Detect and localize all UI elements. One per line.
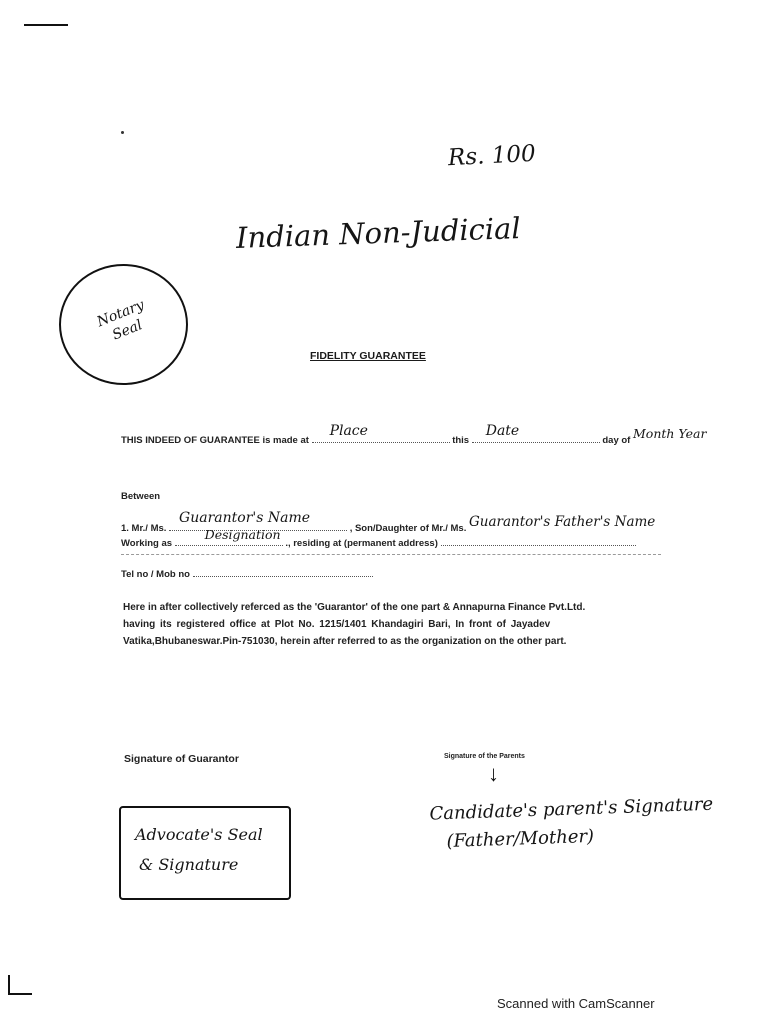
address-field bbox=[441, 535, 636, 546]
scan-edge-mark bbox=[24, 24, 68, 26]
deed-prefix: THIS INDEED OF GUARANTEE is made at bbox=[121, 435, 309, 446]
parents-signature-label: Signature of the Parents bbox=[444, 753, 525, 760]
scanner-watermark: Scanned with CamScanner bbox=[497, 996, 655, 1011]
advocate-seal-text bbox=[135, 820, 263, 880]
tel-field bbox=[193, 566, 373, 577]
father-name-value: Guarantor's Father's Name bbox=[468, 514, 656, 530]
deed-line bbox=[121, 423, 736, 446]
paragraph-line: Vatika,Bhubaneswar.Pin-751030, herein after referred to as the organization on the other part. bbox=[123, 636, 567, 647]
advocate-line: & Signature bbox=[139, 855, 239, 874]
party-prefix: 1. Mr./ Ms. bbox=[121, 523, 167, 534]
guarantor-signature-label: Signature of Guarantor bbox=[124, 753, 239, 765]
advocate-seal-box bbox=[119, 806, 291, 900]
deed-this-label: this bbox=[452, 435, 470, 446]
working-label: Working as bbox=[121, 538, 173, 549]
place-field bbox=[312, 423, 450, 443]
date-value: Date bbox=[485, 423, 520, 439]
scan-dot bbox=[121, 131, 124, 134]
paragraph-line: having its registered office at Plot No. 1215/1401 Khandagiri Bari, In front of Jayadev bbox=[123, 619, 551, 630]
date-field bbox=[472, 423, 600, 443]
agreement-paragraph bbox=[123, 599, 643, 650]
stamp-value: Rs. 100 bbox=[447, 140, 537, 172]
tel-line bbox=[121, 566, 373, 580]
address-field-line bbox=[121, 554, 661, 555]
advocate-line: Advocate's Seal bbox=[135, 825, 263, 844]
month-year-value: Month Year bbox=[633, 426, 707, 441]
stamp-type: Indian Non-Judicial bbox=[235, 211, 522, 255]
between-label: Between bbox=[121, 491, 161, 502]
parent-signature-note bbox=[429, 789, 751, 856]
scan-corner-mark bbox=[8, 993, 32, 995]
guarantor-name-value: Guarantor's Name bbox=[179, 510, 311, 526]
document-title: FIDELITY GUARANTEE bbox=[310, 350, 426, 362]
deed-day-label: day of bbox=[602, 435, 631, 446]
relation-label: , Son/Daughter of Mr./ Ms. bbox=[349, 523, 467, 534]
place-value: Place bbox=[329, 423, 368, 439]
designation-value: Designation bbox=[204, 527, 281, 542]
designation-field bbox=[175, 527, 283, 546]
paragraph-line: Here in after collectively referced as the 'Guarantor' of the one part & Annapurna Finance Pvt.Ltd. bbox=[123, 602, 586, 613]
notary-seal-label: Notary Seal bbox=[94, 297, 147, 344]
scan-corner-mark bbox=[8, 975, 10, 995]
down-arrow-icon: ↓ bbox=[488, 761, 499, 786]
residing-label: ., residing at (permanent address) bbox=[285, 538, 438, 549]
parent-note-line: (Father/Mother) bbox=[446, 825, 595, 853]
notary-seal bbox=[59, 264, 188, 385]
tel-label: Tel no / Mob no bbox=[121, 569, 190, 580]
parent-note-line: Candidate's parent's Signature bbox=[429, 793, 714, 825]
